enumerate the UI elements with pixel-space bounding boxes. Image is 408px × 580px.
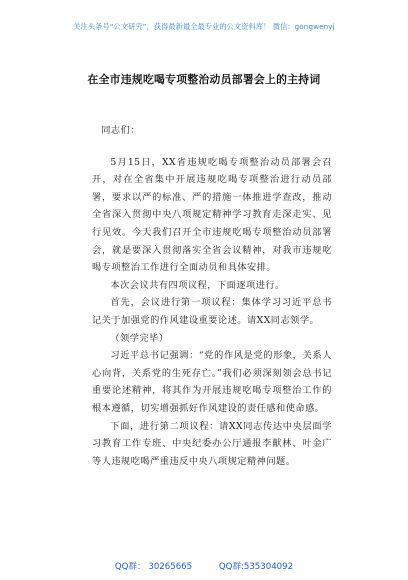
footer-qq-groups <box>0 560 408 572</box>
header-note: 关注头条号“公文研究”，获得最新最全最专业的公文资料库！ 微信：gongwenyj <box>73 22 335 31</box>
footer-qq-group-2: QQ群:535304092 <box>218 562 294 572</box>
paragraph-6: 下面，进行第二项议程：请XX同志传达中央层面学习教育工作专班、中央纪委办公厅通报李献林、叶金广等人违规吃喝严重违反中央八项规定精神问题。 <box>92 420 332 467</box>
footer-qq-group-1: QQ群： 30265665 <box>114 562 193 572</box>
paragraph-2: 本次会议共有四项议程，下面逐项进行。 <box>110 279 285 291</box>
page-title: 在全市违规吃喝专项整治动员部署会上的主持词 <box>87 73 321 86</box>
paragraph-3: 首先，会议进行第一项议程：集体学习习近平总书记关于加强党的作风建设重要论述。请XX同志领学。 <box>92 297 332 326</box>
paragraph-1: 5月15日，XX省违规吃喝专项整治动员部署会召开，对在全省集中开展违规吃喝专项整治进行动员部署，要求以严的标准、严的措施一体推进学查改，推动全省深入贯彻中央八项规定精神学习教育走深走实、见行见效。今天我们召开全市违规吃喝专项整治动员部署会，就是要深入贯彻落实全省会议精神，对我市违规吃喝专项整治工作进行全面动员和具体安排。 <box>92 156 332 274</box>
paragraph-5: 习近平总书记强调：“党的作风是党的形象，关系人心向背，关系党的生死存亡。”我们必须深刻领会总书记重要论述精神，将其作为开展违规吃喝专项整治工作的根本遵循，切实增强抓好作风建设的责任感和使命感。 <box>92 350 332 414</box>
paragraph-4: （领学完毕） <box>110 332 169 344</box>
document-body <box>92 122 332 470</box>
greeting: 同志们： <box>101 125 140 136</box>
